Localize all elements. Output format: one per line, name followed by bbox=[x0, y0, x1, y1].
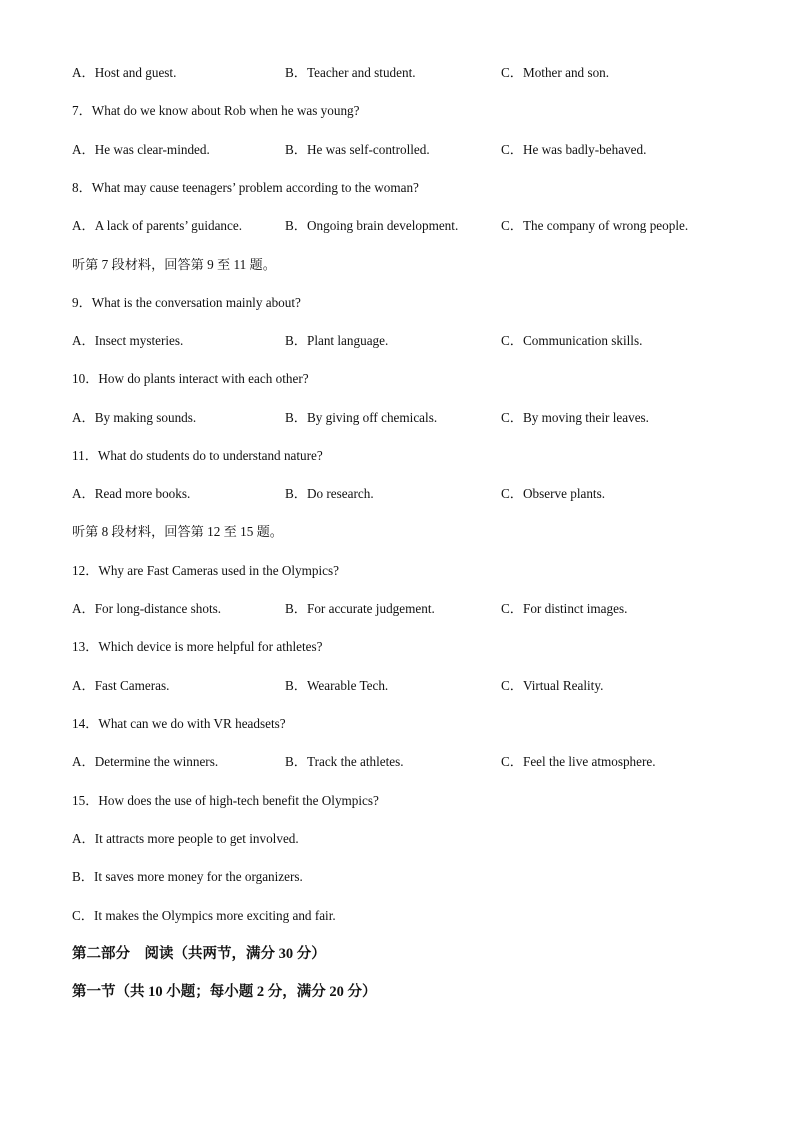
question-15-stem: 15．How does the use of high-tech benefit the Olympics? bbox=[72, 793, 379, 808]
question-14-stem: 14．What can we do with VR headsets? bbox=[72, 716, 286, 731]
option-b: B．By giving off chemicals. bbox=[285, 410, 438, 425]
option-b: B．Ongoing brain development. bbox=[285, 218, 459, 233]
option-c: C．Observe plants. bbox=[501, 486, 606, 501]
option-c: C．Mother and son. bbox=[501, 65, 610, 80]
option-c: C．Feel the live atmosphere. bbox=[501, 754, 656, 769]
option-b: B．Teacher and student. bbox=[285, 65, 416, 80]
section-7-instruction: 听第 7 段材料，回答第 9 至 11 题。 bbox=[72, 257, 276, 272]
option-a: A．Host and guest. bbox=[72, 65, 177, 80]
question-9-stem: 9．What is the conversation mainly about? bbox=[72, 295, 301, 310]
question-13-stem: 13．Which device is more helpful for athletes? bbox=[72, 639, 323, 654]
option-c: C．By moving their leaves. bbox=[501, 410, 649, 425]
option-c: C．Virtual Reality. bbox=[501, 678, 604, 693]
option-c: C．It makes the Olympics more exciting and fair. bbox=[72, 908, 336, 923]
option-c: C．For distinct images. bbox=[501, 601, 628, 616]
option-a: A．Fast Cameras. bbox=[72, 678, 170, 693]
option-b: B．He was self-controlled. bbox=[285, 142, 430, 157]
option-c: C．He was badly-behaved. bbox=[501, 142, 647, 157]
option-a: A．For long-distance shots. bbox=[72, 601, 222, 616]
option-a: A．It attracts more people to get involved. bbox=[72, 831, 299, 846]
part-2-heading: 第二部分 阅读（共两节，满分 30 分） bbox=[72, 946, 326, 962]
question-8-stem: 8．What may cause teenagers’ problem according to the woman? bbox=[72, 180, 419, 195]
option-a: A．Insect mysteries. bbox=[72, 333, 184, 348]
option-b: B．It saves more money for the organizers. bbox=[72, 869, 303, 884]
option-a: A．A lack of parents’ guidance. bbox=[72, 218, 243, 233]
option-b: B．Do research. bbox=[285, 486, 374, 501]
option-a: A．Read more books. bbox=[72, 486, 191, 501]
option-b: B．For accurate judgement. bbox=[285, 601, 435, 616]
option-a: A．He was clear-minded. bbox=[72, 142, 210, 157]
section-1-heading: 第一节（共 10 小题；每小题 2 分，满分 20 分） bbox=[72, 984, 377, 1000]
question-12-stem: 12．Why are Fast Cameras used in the Olympics? bbox=[72, 563, 339, 578]
option-b: B．Track the athletes. bbox=[285, 754, 404, 769]
option-b: B．Wearable Tech. bbox=[285, 678, 389, 693]
question-7-stem: 7．What do we know about Rob when he was young? bbox=[72, 103, 360, 118]
section-8-instruction: 听第 8 段材料，回答第 12 至 15 题。 bbox=[72, 524, 283, 539]
option-a: A．Determine the winners. bbox=[72, 754, 219, 769]
option-c: C．The company of wrong people. bbox=[501, 218, 689, 233]
question-11-stem: 11．What do students do to understand nature? bbox=[72, 448, 323, 463]
option-a: A．By making sounds. bbox=[72, 410, 197, 425]
option-c: C．Communication skills. bbox=[501, 333, 643, 348]
option-b: B．Plant language. bbox=[285, 333, 389, 348]
question-10-stem: 10．How do plants interact with each other? bbox=[72, 371, 309, 386]
